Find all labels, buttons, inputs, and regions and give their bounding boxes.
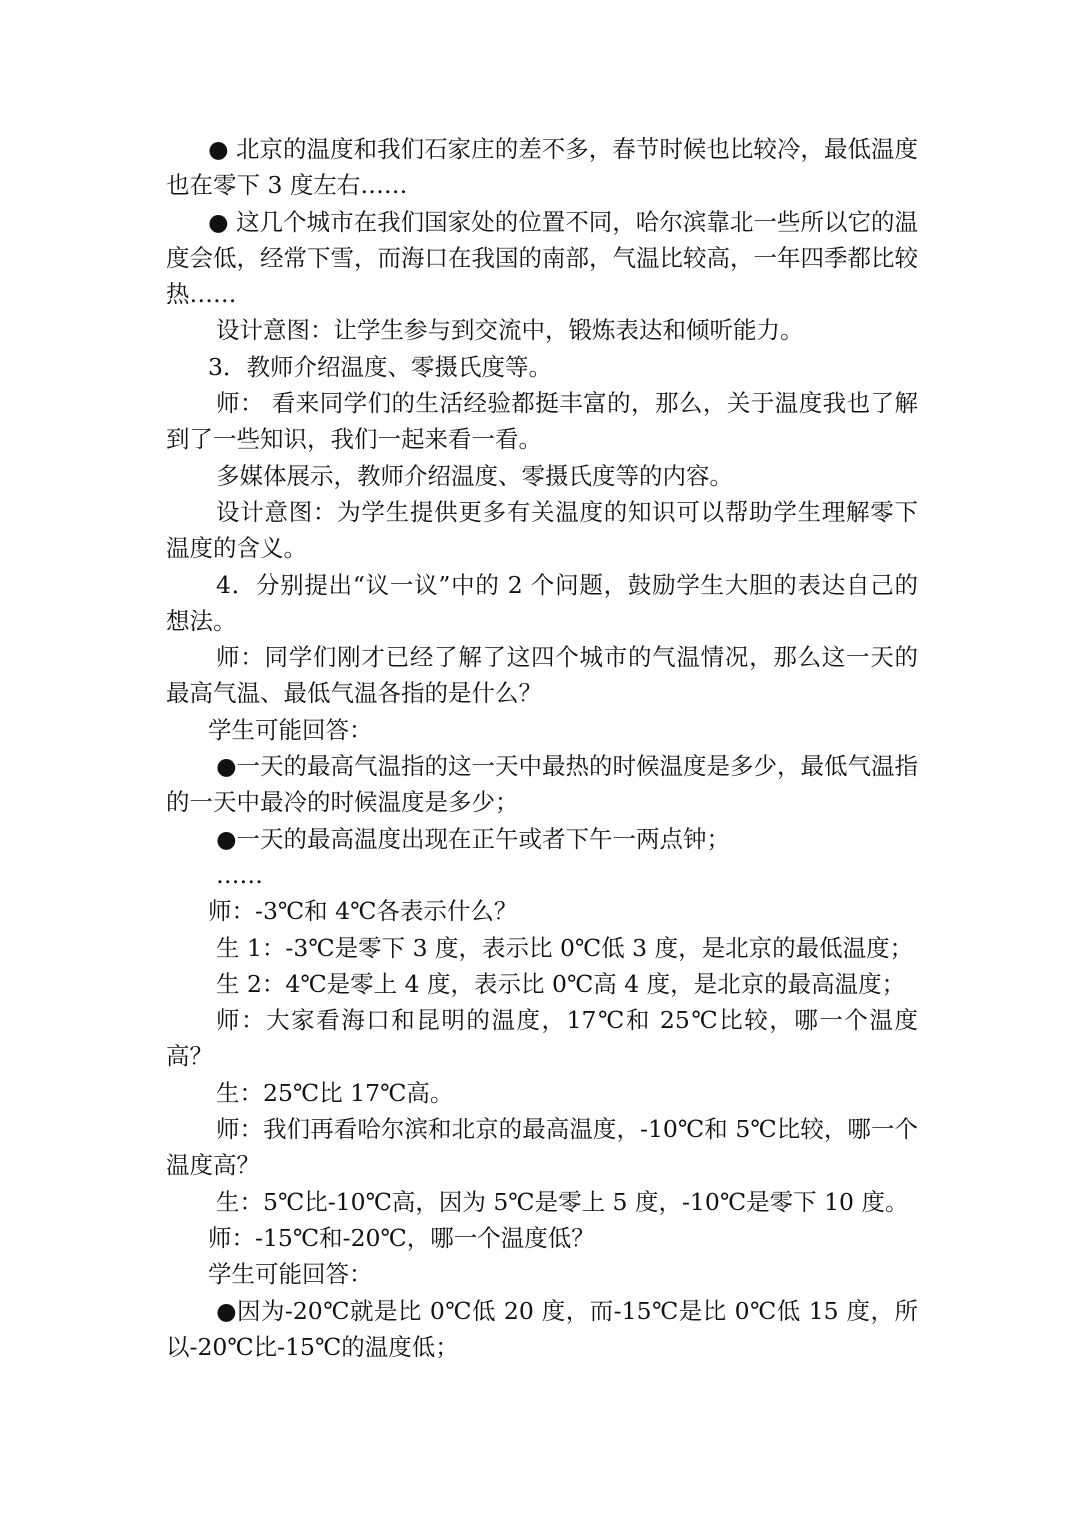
paragraph-teacher-question-1: 师：同学们刚才已经了解了这四个城市的气温情况，那么这一天的最高气温、最低气温各指的是什么？ [166,643,918,708]
paragraph-student-2: 生 2：4℃是零上 4 度，表示比 0℃高 4 度，是北京的最高温度； [216,969,906,998]
paragraph-design-intent-1: 设计意图：让学生参与到交流中，锻炼表达和倾听能力。 [216,316,804,345]
paragraph-possible-answers-2: 学生可能回答： [208,1260,373,1289]
paragraph-teacher-question-4: 师：我们再看哈尔滨和北京的最高温度，-10℃和 5℃比较，哪一个温度高？ [166,1115,918,1180]
paragraph-design-intent-2: 设计意图：为学生提供更多有关温度的知识可以帮助学生理解零下温度的含义。 [166,497,918,563]
paragraph-possible-answers-1: 学生可能回答： [208,715,373,744]
paragraph-answer-bullet-2: ●一天的最高温度出现在正午或者下午一两点钟； [216,824,731,853]
paragraph-step-4: 4．分别提出“议一议”中的 2 个问题，鼓励学生大胆的表达自己的想法。 [166,570,918,635]
paragraph-multimedia: 多媒体展示，教师介绍温度、零摄氏度等的内容。 [216,461,733,490]
document-body [166,131,918,1365]
paragraph-beijing-temperature: ● 北京的温度和我们石家庄的差不多，春节时候也比较冷，最低温度也在零下 3 度左右…… [166,135,918,200]
paragraph-teacher-intro: 师： 看来同学们的生活经验都挺丰富的，那么，关于温度我也了解到了一些知识，我们一起来看一看。 [166,389,918,454]
paragraph-teacher-question-2: 师：-3℃和 4℃各表示什么？ [208,897,518,926]
paragraph-teacher-question-3: 师：大家看海口和昆明的温度，17℃和 25℃比较，哪一个温度高？ [166,1006,918,1071]
paragraph-student-1: 生 1：-3℃是零下 3 度，表示比 0℃低 3 度，是北京的最低温度； [216,933,914,962]
paragraph-student-answer-4: 生：5℃比-10℃高，因为 5℃是零上 5 度，-10℃是零下 10 度。 [216,1187,909,1216]
paragraph-student-answer-3: 生：25℃比 17℃高。 [216,1078,454,1107]
paragraph-answer-bullet-3: ●因为-20℃就是比 0℃低 20 度，而-15℃是比 0℃低 15 度，所以-20℃比-15℃的温度低； [166,1296,918,1361]
paragraph-teacher-question-5: 师：-15℃和-20℃，哪一个温度低？ [208,1223,595,1252]
paragraph-answer-bullet-1: ●一天的最高气温指的这一天中最热的时候温度是多少，最低气温指的一天中最冷的时候温度是多少； [166,752,919,817]
paragraph-city-location: ● 这几个城市在我们国家处的位置不同，哈尔滨靠北一些所以它的温度会低，经常下雪，而海口在我国的南部，气温比较高，一年四季都比较热…… [166,207,918,309]
paragraph-step-3: 3．教师介绍温度、零摄氏度等。 [208,352,552,381]
paragraph-ellipsis: …… [216,860,263,889]
